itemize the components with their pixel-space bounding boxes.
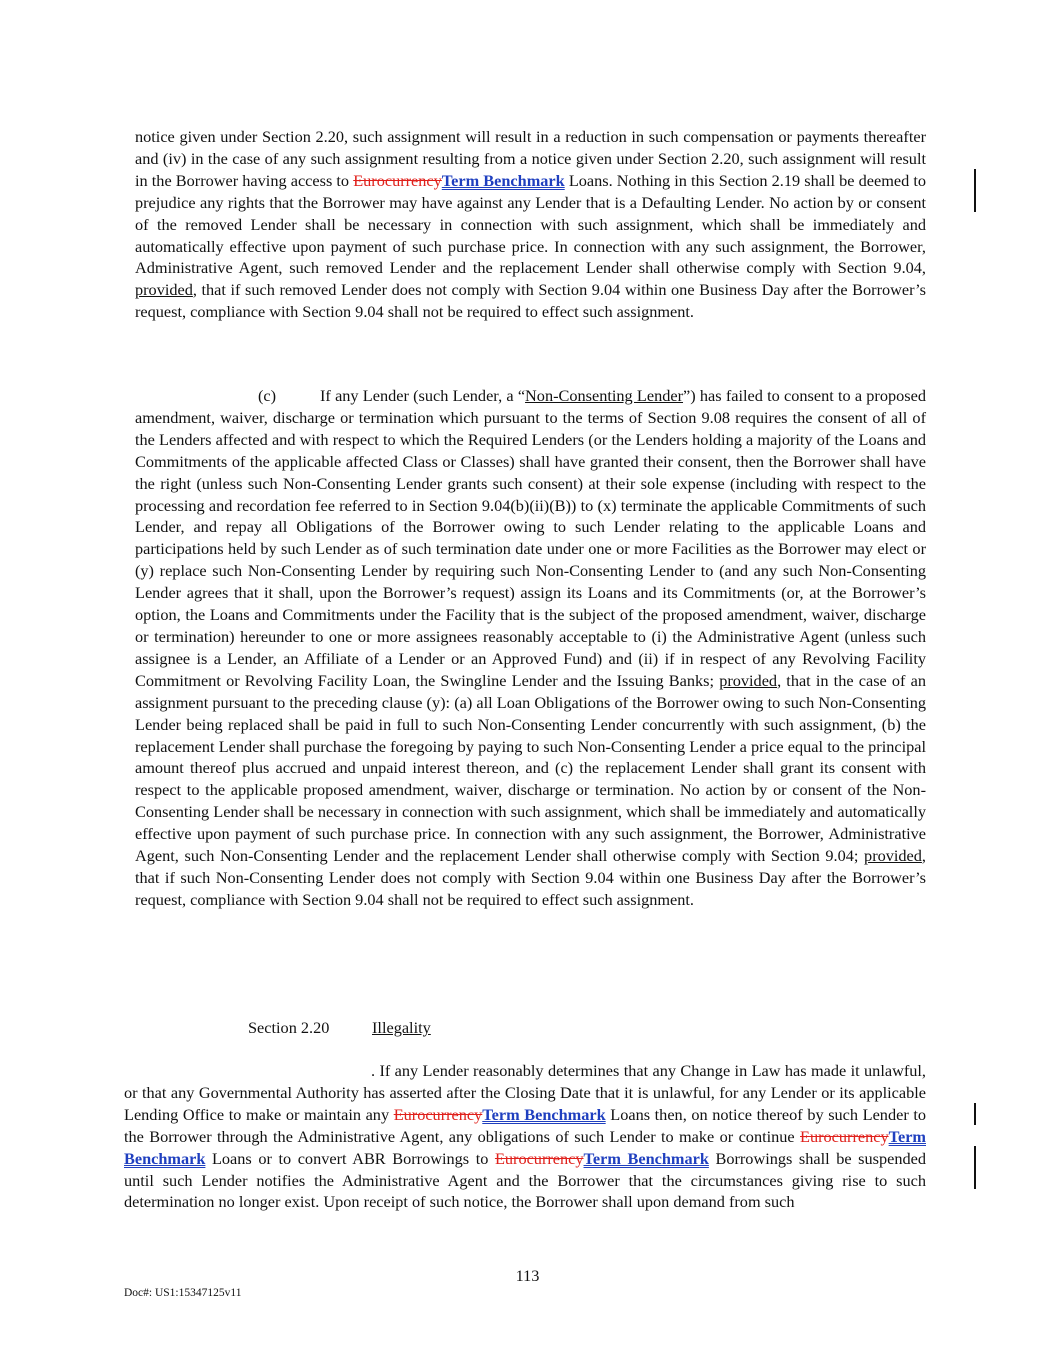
text-run: , that if such Non-Consenting Lender does not comply with Section 9.04 within one Business Day after the Borrower’s request, compliance with Section 9.04 shall not be required to effect such assignment. <box>135 846 926 909</box>
inserted-text: Term Benchmark <box>583 1148 709 1168</box>
text-run: Borrowings shall be suspended until such Lender notifies the Administrative Agent and the Borrower that the circumstances giving rise to such determination no longer exist. Upon receipt of such notice, the Borrower shall upon demand from such <box>124 1148 926 1212</box>
paragraph-illegality <box>124 1060 926 1213</box>
text-run: Loans. Nothing in this Section 2.19 shall be deemed to prejudice any rights that the Borrower may have against any Lender that is a Defaulting Lender. No action by or consent of the removed Lender shall be necessary in connection with such assignment, which shall be immediately and automatically effective upon payment of such purchase price. In connection with any such assignment, the Borrower, Administrative Agent, such removed Lender and the replacement Lender shall otherwise comply with Section 9.04, <box>135 170 927 278</box>
text-run: . If any Lender reasonably determines that any Change in Law has made it unlawful, or that any Governmental Authority has asserted after the Closing Date that it is unlawful, for any Lender or its applicable Lending Office to make or maintain any <box>124 1061 926 1124</box>
provided-term: provided <box>719 670 778 690</box>
page-number: 113 <box>515 1266 540 1285</box>
document-id: Doc#: US1:15347125v11 <box>124 1287 242 1299</box>
text-run: , that if such removed Lender does not comply with Section 9.04 within one Business Day after the Borrower’s request, compliance with Section 9.04 shall not be required to effect such assignment. <box>135 280 926 322</box>
section-heading <box>248 1017 431 1039</box>
paragraph-c <box>135 385 926 911</box>
paragraph-b-continued <box>135 126 926 323</box>
deleted-text: Eurocurrency <box>393 1104 483 1124</box>
change-bar <box>974 1146 976 1189</box>
clause-number: (c) <box>258 386 277 405</box>
text-run: If any Lender (such Lender, a “ <box>320 386 526 405</box>
text-run: notice given under Section 2.20, such assignment will result in a reduction in such compensation or payments thereafter and (iv) in the case of any such assignment resulting from a notice given under Section 2.20, such assignment will result in the Borrower having access to <box>135 127 926 190</box>
inserted-text: Term Benchmark <box>482 1104 606 1124</box>
provided-term: provided <box>864 846 922 866</box>
change-bar <box>974 1103 976 1125</box>
text-run: Loans or to convert ABR Borrowings to <box>205 1148 495 1168</box>
change-bar <box>974 169 976 212</box>
text-run: ”) has failed to consent to a proposed amendment, waiver, discharge or termination which pursuant to the terms of Section 9.08 requires the consent of all of the Lenders affected and with respect to which the Required Lenders (or the Lenders holding a majority of the Loans and Commitments of the applicable affected Class or Classes) shall have granted their consent, then the Borrower shall have the right (unless such Non-Consenting Lender grants such consent) at their sole expense (including with respect to the processing and recordation fee referred to in Section 9.04(b)(ii)(B)) to (x) terminate the applicable Commitments of such Lender, and repay all Obligations of the Borrower owing to such Lender relating to the applicable Loans and participations held by such Lender as of such termination date under one or more Facilities as the Borrower may elect or (y) replace such Non-Consenting Lender by requiring such Non-Consenting Lender to (and any such Non-Consenting Lender agrees that it shall, upon the Borrower’s request) assign its Loans and its Commitments (or, at the Borrower’s option, the Loans and Commitments under the Facility that is the subject of the proposed amendment, waiver, discharge or termination) hereunder to one or more assignees reasonably acceptable to (i) the Administrative Agent (unless such assignee is a Lender, an Affiliate of a Lender or an Approved Fund) and (ii) if in respect of any Revolving Facility Commitment or Revolving Facility Loan, the Swingline Lender and the Issuing Banks; <box>135 386 926 690</box>
provided-term: provided <box>135 280 193 300</box>
section-number: Section 2.20 <box>248 1018 330 1037</box>
inserted-text: Term Benchmark <box>441 170 565 190</box>
deleted-text: Eurocurrency <box>494 1148 584 1168</box>
text-run: Loans then, on notice thereof by such Lender to the Borrower through the Administrative Agent, any obligations of such Lender to make or continue <box>124 1104 926 1146</box>
deleted-text: Eurocurrency <box>353 170 442 190</box>
deleted-text: Eurocurrency <box>800 1126 889 1146</box>
text-run: , that in the case of an assignment pursuant to the preceding clause (y): (a) all Loan Obligations of the Borrower owing to such Non-Consenting Lender being replaced shall be paid in full to such Non-Consenting Lender concurrently with such assignment, (b) the replacement Lender shall purchase the foregoing by paying to such Non-Consenting Lender a price equal to the principal amount thereof plus accrued and unpaid interest thereon, and (c) the replacement Lender shall grant its consent with respect to the applicable proposed amendment, waiver, discharge or termination. No action by or consent of the Non-Consenting Lender shall be necessary in connection with such assignment, which shall be immediately and automatically effective upon payment of such purchase price. In connection with any such assignment, the Borrower, Administrative Agent, such Non-Consenting Lender and the replacement Lender shall otherwise comply with Section 9.04; <box>135 670 926 866</box>
inserted-text: Term Benchmark <box>124 1126 926 1168</box>
defined-term: Non-Consenting Lender <box>525 386 684 405</box>
section-title: Illegality <box>372 1018 431 1037</box>
